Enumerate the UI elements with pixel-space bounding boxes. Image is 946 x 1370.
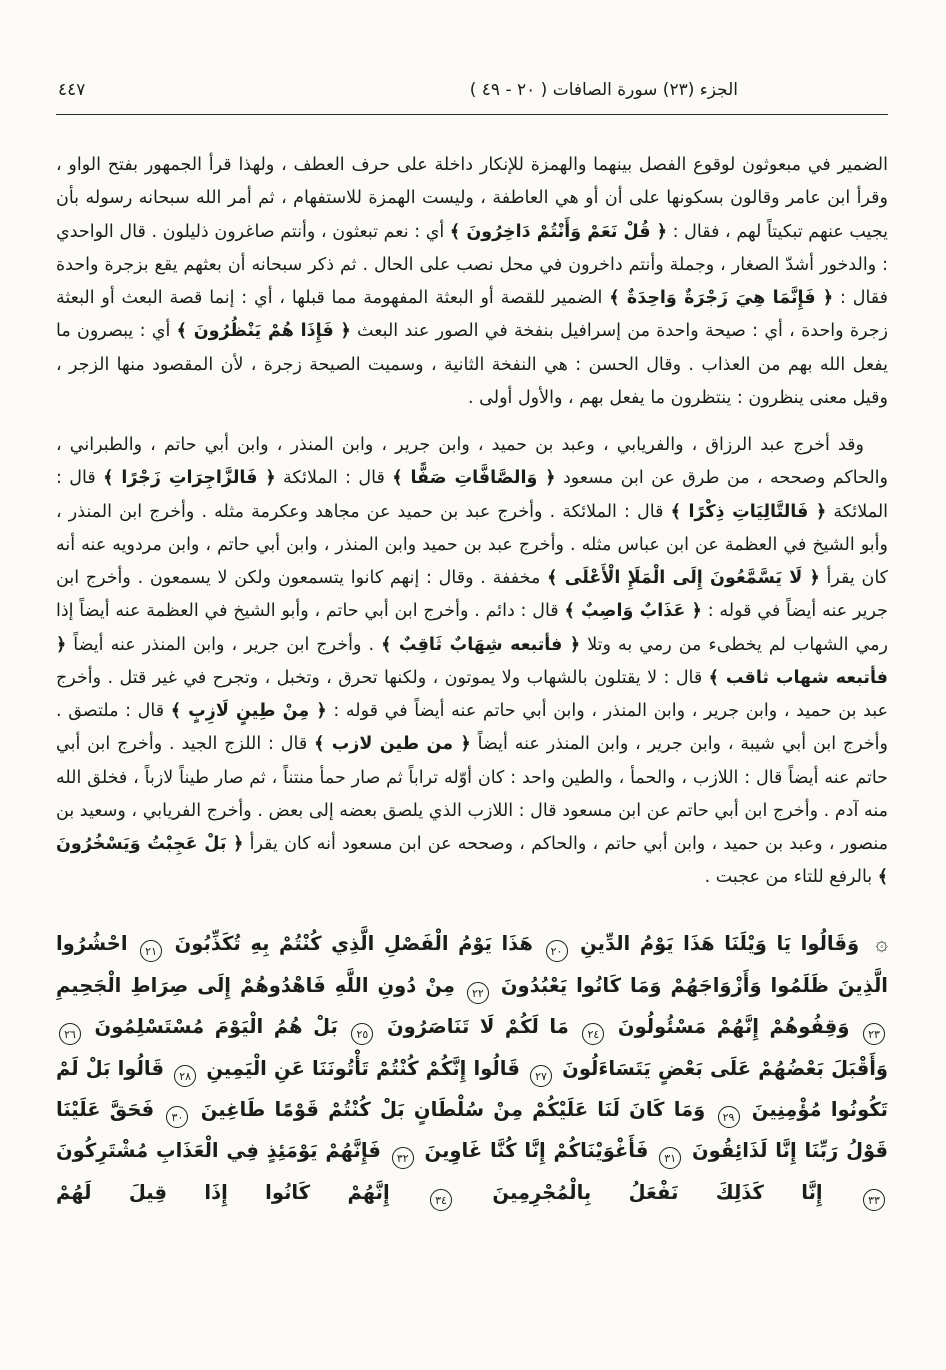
body-text: بالرفع للتاء من عجبت . (704, 867, 878, 888)
body-text: قال : اللزج الجيد . وأخرج ابن أبي حاتم عنه أيضاً قال : اللازب ، والحمأ ، والطين واحد : كان أوّله تراباً ثم صار حمأ منتناً ، ثم صار طيناً لازباً ، فخلق الله منه آدم . وأخرج ابن أبي حاتم عن ابن مسعود قال : اللازب الذي يلصق بعضه إلى بعض . وأخرج الفريابي ، وسعيد بن منصور ، وعبد بن حميد ، وابن أبي حاتم ، والحاكم ، وصححه عن ابن مسعود أنه كان يقرأ (56, 734, 888, 854)
verse-text: قَالُوا إِنَّكُمْ كُنْتُمْ تَأْتُونَنَا عَنِ الْيَمِينِ (199, 1056, 528, 1080)
verse-number-badge: ٢٠ (546, 940, 568, 962)
verse-number-badge: ٣٣ (863, 1189, 885, 1211)
quran-citation: ﴿ مِنْ طِينٍ لَازِبٍ ﴾ (170, 701, 327, 721)
verse-number-badge: ٢١ (140, 940, 162, 962)
verse-number-badge: ٣٠ (166, 1106, 188, 1128)
body-text: مخففة . وقال : إنهم كانوا يتسمعون ولكن لا يسمعون . وأخرج ابن جرير عنه أيضاً في قوله : (56, 568, 888, 622)
body-paragraph (56, 429, 888, 895)
header-title: الجزء (٢٣) سورة الصافات ( ٢٠ - ٤٩ ) (469, 80, 738, 100)
body-text: أي : يبصرون ما يفعل الله بهم من العذاب . وقال الحسن : هي النفخة الثانية ، وسميت الصيحة زجرة ، لأن المقصود منها الزجر ، وقيل معنى ينظرون : ينتظرون ما يفعل بهم ، والأول أولى . (56, 321, 888, 408)
verse-text: احْشُرُوا الَّذِينَ ظَلَمُوا وَأَزْوَاجَهُمْ وَمَا كَانُوا يَعْبُدُونَ (56, 931, 888, 998)
verse-text: وَقَالُوا يَا وَيْلَنَا هَذَا يَوْمُ الدِّينِ (570, 931, 869, 955)
quran-citation: ﴿ فأتبعه شهاب ثاقب ﴾ (56, 634, 888, 688)
quran-citation: ﴿ فأتبعه شِهَابٌ ثَاقِبٌ ﴾ (381, 634, 581, 655)
verse-text: مِنْ دُونِ اللَّهِ فَاهْدُوهُمْ إِلَى صِرَاطِ الْجَحِيمِ (56, 974, 464, 998)
quran-citation: ﴿ قُلْ نَعَمْ وَأَنْتُمْ دَاخِرُونَ ﴾ (449, 221, 668, 242)
body-text: قال : لا يقتلون بالشهاب ولا يموتون ، ولكنها تحرق ، وتخبل ، وتجرح في غير قتل . وأخرج عبد بن حميد ، وابن جرير ، وابن المنذر ، وابن أبي حاتم عنه أيضاً في قوله : (56, 667, 889, 721)
verse-number-badge: ٢٦ (59, 1023, 81, 1045)
body-paragraph (56, 149, 888, 415)
verse-number-badge: ٢٧ (530, 1065, 552, 1087)
quran-citation: ﴿ بَلْ عَجِبْتُ وَيَسْخُرُونَ ﴾ (56, 834, 888, 888)
verse-number-badge: ٢٢ (467, 982, 489, 1004)
body-text: وقد أخرج عبد الرزاق ، والفريابي ، وعبد بن حميد ، وابن جرير ، وابن المنذر ، وابن أبي حاتم ، والطبراني ، والحاكم وصححه ، من طرق عن ابن مسعود (56, 435, 888, 489)
page-number: ٤٤٧ (58, 80, 86, 100)
verse-number-badge: ٢٣ (863, 1023, 885, 1045)
body-text: قال : الملائكة (275, 468, 393, 489)
verse-text: إِنَّا كَذَلِكَ نَفْعَلُ بِالْمُجْرِمِينَ (455, 1180, 860, 1204)
verse-number-badge: ٢٤ (582, 1023, 604, 1045)
verse-text: وَقِفُوهُمْ إِنَّهُمْ مَسْئُولُونَ (607, 1015, 860, 1039)
quran-citation: ﴿ فَإِنَّمَا هِيَ زَجْرَةٌ وَاحِدَةٌ ﴾ (609, 288, 834, 308)
verse-text: فَأَغْوَيْنَاكُمْ إِنَّا كُنَّا غَاوِينَ (416, 1139, 657, 1163)
body-text: قال : ملتصق . وأخرج ابن أبي شيبة ، وابن جرير ، وابن المنذر عنه أيضاً (56, 701, 888, 755)
body-text: الضمير للقصة أو البعثة المفهومة مما قبلها ، أي : إنما قصة البعث أو البعثة زجرة واحدة ، أي : صيحة واحدة من إسرافيل بنفخة في الصور عند البعث (56, 288, 888, 342)
verse-text: هَذَا يَوْمُ الْفَصْلِ الَّذِي كُنْتُمْ بِهِ تُكَذِّبُونَ (165, 931, 543, 955)
verse-text: مَا لَكُمْ لَا تَنَاصَرُونَ (376, 1015, 580, 1039)
quran-verses-block (56, 921, 888, 1213)
body-text: أي : نعم تبعثون ، وأنتم صاغرون ذليلون . قال الواحدي : والدخور أشدّ الصغار ، وجملة وأنتم داخرون في محل نصب على الحال . ثم ذكر سبحانه أن بعثهم يقع بزجرة واحدة فقال : (56, 221, 889, 308)
body-text: قال : الملائكة . وأخرج عبد بن حميد عن مجاهد وعكرمة مثله . وأخرج ابن المنذر ، وأبو الشيخ في العظمة عن ابن عباس مثله . وأخرج عبد بن حميد وابن المنذر ، وابن أبي حاتم ، وابن مردويه عنه أنه كان يقرأ (56, 501, 888, 588)
quran-citation: ﴿ فَالزَّاجِرَاتِ زَجْرًا ﴾ (103, 468, 276, 489)
body-text: قال : الملائكة (56, 468, 889, 522)
verse-text: وَمَا كَانَ لَنَا عَلَيْكُمْ مِنْ سُلْطَانٍ بَلْ كُنْتُمْ قَوْمًا طَاغِينَ (191, 1098, 715, 1121)
quran-citation: ﴿ وَالصَّافَّاتِ صَفًّا ﴾ (392, 468, 556, 489)
verse-number-badge: ٣٤ (430, 1189, 452, 1211)
verse-text: قَالُوا بَلْ لَمْ تَكُونُوا مُؤْمِنِينَ (56, 1056, 888, 1121)
verse-number-badge: ٣١ (659, 1147, 681, 1169)
verse-number-badge: ٢٨ (174, 1065, 196, 1087)
quran-verses (56, 931, 889, 1207)
body-text: . وأخرج ابن جرير ، وابن المنذر عنه أيضاً (66, 634, 382, 655)
page-header (56, 80, 888, 110)
quran-citation: ﴿ فَالتَّالِيَاتِ ذِكْرًا ﴾ (670, 501, 827, 522)
quran-citation: ﴿ لَا يَسَّمَّعُونَ إِلَى الْمَلَإِ الْأَعْلَى ﴾ (547, 568, 820, 588)
body-text: الضمير في مبعوثون لوقوع الفصل بينهما والهمزة للإنكار داخلة على حرف العطف ، ولهذا قرأ الجمهور بفتح الواو ، وقرأ ابن عامر وقالون بسكونها على أن أو هي العاطفة ، وليست الهمزة للاستفهام ، ثم أمر الله سبحانه رسوله بأن يجيب عنهم تبكيتاً لهم ، فقال : (56, 155, 888, 242)
verse-number-badge: ٣٢ (392, 1147, 414, 1169)
quran-citation: ﴿ عَذَابٌ وَاصِبٌ ﴾ (564, 601, 702, 622)
quran-citation: ﴿ فَإِذَا هُمْ يَنْظُرُونَ ﴾ (176, 321, 351, 342)
verse-text: فَحَقَّ عَلَيْنَا قَوْلُ رَبِّنَا إِنَّا لَذَائِقُونَ (56, 1098, 888, 1163)
header-rule (56, 114, 888, 115)
quran-citation: ﴿ من طين لازب ﴾ (314, 734, 471, 755)
verse-text: بَلْ هُمُ الْيَوْمَ مُسْتَسْلِمُونَ (84, 1015, 349, 1039)
tafsir-body (56, 149, 888, 895)
verse-text: وَأَقْبَلَ بَعْضُهُمْ عَلَى بَعْضٍ يَتَسَاءَلُونَ (555, 1056, 889, 1080)
rub-el-hizb-icon: ۞ (875, 930, 888, 955)
verse-number-badge: ٢٥ (351, 1023, 373, 1045)
verse-number-badge: ٢٩ (718, 1106, 740, 1128)
body-text: قال : دائم . وأخرج ابن أبي حاتم ، وأبو الشيخ في العظمة عنه أيضاً إذا رمي الشهاب لم يخطىء من رمي به وتلا (56, 601, 888, 655)
verse-text: إِنَّهُمْ كَانُوا إِذَا قِيلَ لَهُمْ (56, 1180, 428, 1204)
verse-text: فَإِنَّهُمْ يَوْمَئِذٍ فِي الْعَذَابِ مُشْتَرِكُونَ (56, 1139, 389, 1163)
